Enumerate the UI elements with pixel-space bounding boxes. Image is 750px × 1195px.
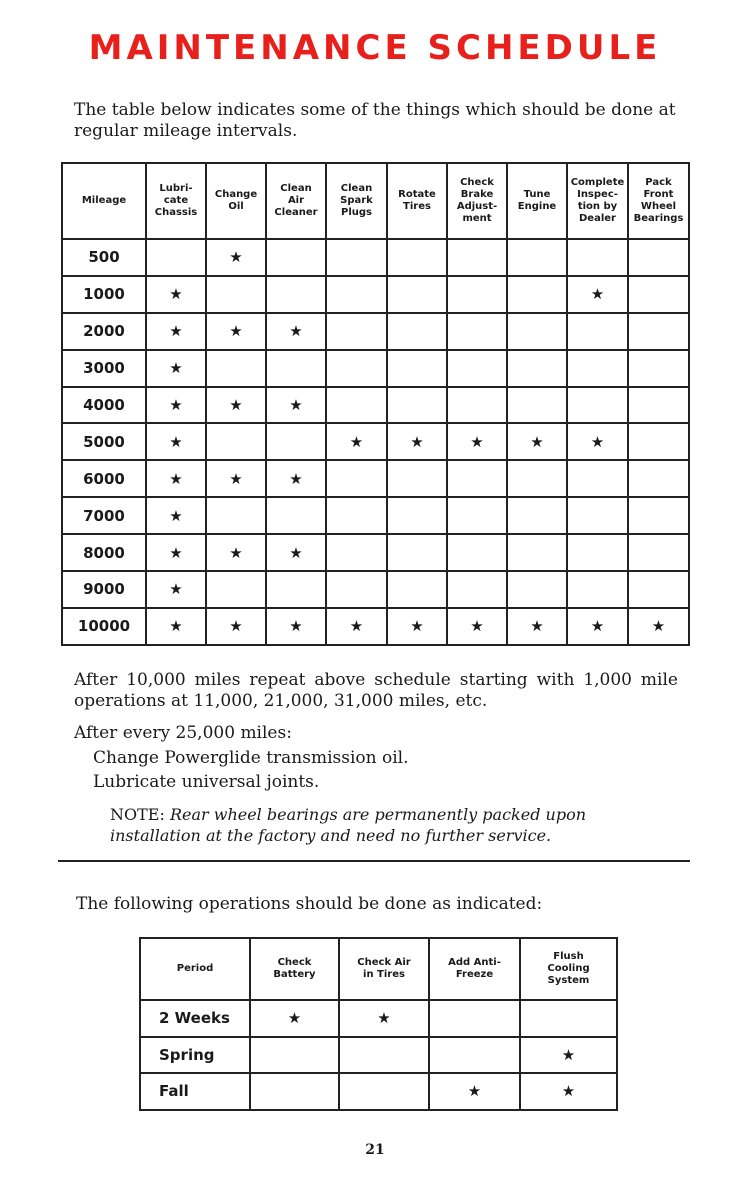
empty-cell [387,571,447,608]
table-row [62,534,689,571]
after-25000-item: Change Powerglide transmission oil. [93,748,409,768]
column-header: Check Battery [250,938,339,1000]
star-icon: ★ [266,460,326,497]
empty-cell [507,313,567,350]
note-body: Rear wheel bearings are permanently packed upon installation at the factory and need no further service. [110,805,587,845]
table-row [62,387,689,424]
column-header: Add Anti- Freeze [429,938,520,1000]
column-header: Check Air in Tires [339,938,429,1000]
star-icon: ★ [339,1000,429,1037]
star-icon: ★ [146,387,206,424]
column-header: Complete Inspec- tion by Dealer [567,163,628,239]
empty-cell [507,350,567,387]
table-row [62,313,689,350]
empty-cell [326,313,387,350]
mileage-cell: 3000 [62,350,146,387]
star-icon: ★ [266,387,326,424]
table-header-row [140,938,617,1000]
column-header: Flush Cooling System [520,938,617,1000]
empty-cell [429,1000,520,1037]
intro-text: The table below indicates some of the things which should be done at regular mileage intervals. [74,100,676,141]
star-icon: ★ [266,534,326,571]
page-number: 21 [365,1142,385,1158]
star-icon: ★ [507,608,567,645]
empty-cell [387,276,447,313]
empty-cell [447,534,507,571]
column-header: Pack Front Wheel Bearings [628,163,689,239]
empty-cell [387,239,447,276]
empty-cell [146,239,206,276]
star-icon: ★ [206,387,266,424]
period-cell: Fall [140,1073,250,1110]
repeat-schedule-text: After 10,000 miles repeat above schedule starting with 1,000 mile operations at 11,000, 21,000, 31,000 miles, etc. [74,670,678,711]
star-icon: ★ [628,608,689,645]
empty-cell [326,460,387,497]
mileage-cell: 9000 [62,571,146,608]
empty-cell [507,571,567,608]
mileage-cell: 500 [62,239,146,276]
empty-cell [206,276,266,313]
empty-cell [266,239,326,276]
empty-cell [567,571,628,608]
star-icon: ★ [146,571,206,608]
empty-cell [447,571,507,608]
mileage-cell: 4000 [62,387,146,424]
table-row [62,239,689,276]
star-icon: ★ [146,313,206,350]
star-icon: ★ [146,423,206,460]
empty-cell [628,313,689,350]
star-icon: ★ [520,1037,617,1074]
table-row [62,276,689,313]
empty-cell [447,460,507,497]
empty-cell [628,387,689,424]
star-icon: ★ [266,313,326,350]
mileage-cell: 10000 [62,608,146,645]
empty-cell [567,313,628,350]
column-header: Rotate Tires [387,163,447,239]
empty-cell [567,534,628,571]
empty-cell [266,276,326,313]
mileage-cell: 1000 [62,276,146,313]
star-icon: ★ [206,534,266,571]
column-header: Change Oil [206,163,266,239]
empty-cell [387,497,447,534]
table-row [62,571,689,608]
table-row [140,1073,617,1110]
table-row [62,350,689,387]
star-icon: ★ [146,460,206,497]
empty-cell [387,387,447,424]
star-icon: ★ [146,497,206,534]
mileage-cell: 7000 [62,497,146,534]
table-header-row [62,163,689,239]
page-title: MAINTENANCE SCHEDULE [88,28,662,68]
empty-cell [339,1073,429,1110]
empty-cell [447,276,507,313]
star-icon: ★ [507,423,567,460]
empty-cell [250,1037,339,1074]
empty-cell [567,350,628,387]
star-icon: ★ [146,534,206,571]
empty-cell [206,423,266,460]
empty-cell [326,350,387,387]
empty-cell [447,387,507,424]
empty-cell [266,571,326,608]
star-icon: ★ [387,423,447,460]
mileage-cell: 5000 [62,423,146,460]
column-header: Clean Air Cleaner [266,163,326,239]
table-row [62,608,689,645]
period-cell: 2 Weeks [140,1000,250,1037]
period-schedule-table [139,937,618,1111]
empty-cell [266,497,326,534]
divider [58,860,690,862]
empty-cell [447,497,507,534]
empty-cell [326,534,387,571]
empty-cell [507,276,567,313]
column-header: Mileage [62,163,146,239]
empty-cell [266,350,326,387]
star-icon: ★ [250,1000,339,1037]
empty-cell [387,460,447,497]
table-row [62,423,689,460]
empty-cell [507,534,567,571]
empty-cell [429,1037,520,1074]
star-icon: ★ [146,350,206,387]
table-row [62,460,689,497]
star-icon: ★ [206,608,266,645]
mileage-cell: 2000 [62,313,146,350]
following-operations-text: The following operations should be done as indicated: [76,894,543,914]
column-header: Clean Spark Plugs [326,163,387,239]
mileage-cell: 8000 [62,534,146,571]
star-icon: ★ [447,423,507,460]
column-header: Period [140,938,250,1000]
star-icon: ★ [206,460,266,497]
empty-cell [567,239,628,276]
star-icon: ★ [326,608,387,645]
table-row [140,1037,617,1074]
empty-cell [628,423,689,460]
mileage-cell: 6000 [62,460,146,497]
column-header: Check Brake Adjust- ment [447,163,507,239]
empty-cell [507,460,567,497]
empty-cell [567,387,628,424]
star-icon: ★ [447,608,507,645]
empty-cell [507,239,567,276]
empty-cell [387,313,447,350]
empty-cell [507,497,567,534]
star-icon: ★ [206,313,266,350]
empty-cell [206,571,266,608]
star-icon: ★ [326,423,387,460]
table-row [140,1000,617,1037]
star-icon: ★ [146,608,206,645]
star-icon: ★ [266,608,326,645]
note-text [110,804,640,846]
column-header: Tune Engine [507,163,567,239]
table-row [62,497,689,534]
empty-cell [628,350,689,387]
column-header: Lubri- cate Chassis [146,163,206,239]
empty-cell [567,460,628,497]
empty-cell [628,534,689,571]
empty-cell [447,350,507,387]
star-icon: ★ [429,1073,520,1110]
empty-cell [326,276,387,313]
empty-cell [447,239,507,276]
after-25000-heading: After every 25,000 miles: [74,723,292,743]
empty-cell [326,387,387,424]
after-25000-item: Lubricate universal joints. [93,772,320,792]
empty-cell [266,423,326,460]
note-label: NOTE: [110,805,165,824]
empty-cell [250,1073,339,1110]
empty-cell [628,497,689,534]
star-icon: ★ [146,276,206,313]
empty-cell [339,1037,429,1074]
empty-cell [326,239,387,276]
empty-cell [206,350,266,387]
empty-cell [387,534,447,571]
empty-cell [387,350,447,387]
empty-cell [567,497,628,534]
empty-cell [628,276,689,313]
empty-cell [447,313,507,350]
mileage-schedule-table [61,162,690,646]
star-icon: ★ [387,608,447,645]
empty-cell [326,497,387,534]
star-icon: ★ [567,608,628,645]
empty-cell [628,239,689,276]
star-icon: ★ [520,1073,617,1110]
empty-cell [520,1000,617,1037]
empty-cell [326,571,387,608]
empty-cell [507,387,567,424]
star-icon: ★ [206,239,266,276]
period-cell: Spring [140,1037,250,1074]
empty-cell [628,460,689,497]
star-icon: ★ [567,276,628,313]
star-icon: ★ [567,423,628,460]
empty-cell [206,497,266,534]
empty-cell [628,571,689,608]
